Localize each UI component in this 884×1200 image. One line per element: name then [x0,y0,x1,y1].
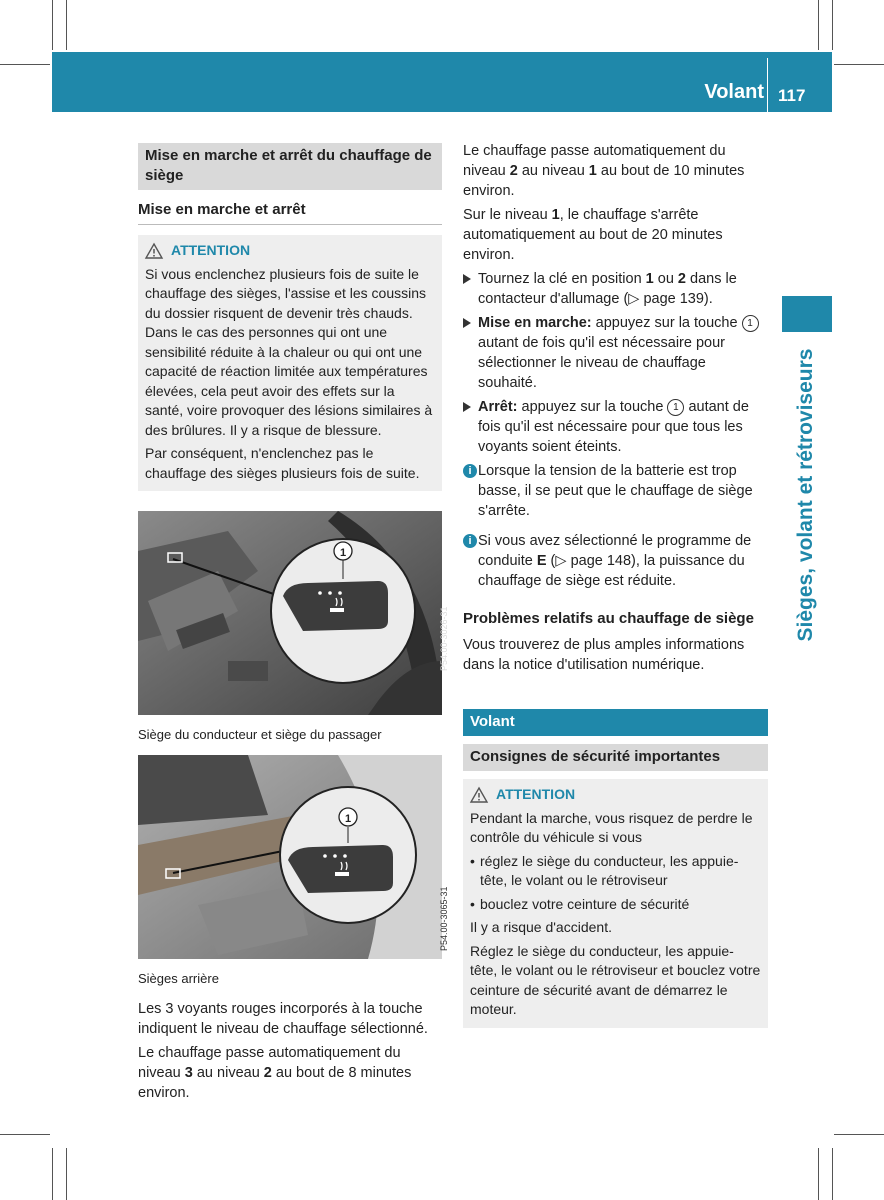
warning-text: Par conséquent, n'enclenchez pas le chauffage des sièges plusieurs fois de suite. [145,445,420,481]
seat-heating-photo-rear [138,755,449,959]
crop-mark [834,64,884,65]
text-run: Sur le niveau [463,207,552,223]
left-column [138,143,449,1107]
callout-number: 1 [344,813,352,825]
seat-heating-photo-front [138,511,449,715]
level-number: 2 [263,1065,272,1081]
level-number: 3 [184,1065,193,1081]
warning-title-text: ATTENTION [171,242,251,258]
text-run: Le chauffage passe automatiquement du niveau [138,1045,401,1081]
chapter-tab [782,296,832,332]
crop-mark [832,0,833,50]
text-run: au niveau [517,163,589,179]
rear-door-illustration [138,755,442,959]
step-arrow-icon [463,274,471,284]
subsection-title: Consignes de sécurité importantes [463,744,768,771]
step-arrow-icon [463,318,471,328]
warning-bullet: • réglez le siège du conducteur, les appuie-tête, le volant ou le rétroviseur [470,852,761,891]
warning-title [145,241,435,261]
chapter-label: Sièges, volant et rétroviseurs [794,348,817,642]
warning-triangle-icon [470,787,488,803]
warning-title [470,785,761,805]
text-run: autant de fois qu'il est nécessaire pour sélectionner le niveau de chauffage souhaité. [478,335,726,391]
callout-circle-icon: 1 [667,399,684,416]
warning-text: Si vous enclenchez plusieurs fois de suite le chauffage des sièges, l'assise et les coussins du dossier risquent de devenir très chauds. Dans le cas des personnes qui ont une sensibilité réduite à la chaleur ou qui ont une capacité de réaction limitée aux températures élevées, cela peut avoir des effets sur la santé, voire provoquer des lésions similaires à des brûlures. Il y a risque de blessure. [145,265,433,438]
text-run: , le chauffage s'arrête automatiquement au bout de 20 minutes environ. [463,207,723,263]
crop-mark [832,1148,833,1200]
text-run: au niveau [192,1065,264,1081]
step-label: Arrêt: [478,399,518,415]
figure-caption: Siège du conducteur et siège du passager [138,727,382,742]
page-title: Volant [704,81,764,103]
warning-bullet: • bouclez votre ceinture de sécurité [470,895,761,915]
crop-mark [66,1148,67,1200]
level-number: 1 [551,207,560,223]
car-interior-illustration [138,511,442,715]
step-arrow-icon [463,402,471,412]
text-run: au bout de 8 minutes environ. [138,1065,412,1101]
text-run: Le chauffage passe automatiquement du niveau [463,143,726,179]
text-run: Si vous avez sélectionné le programme de conduite [478,533,752,569]
level-number: 2 [509,163,518,179]
callout-number: 1 [339,547,347,559]
text-run: (▷ page 148), la puissance du chauffage de siège est réduite. [478,553,745,589]
body-text [138,1043,442,1103]
body-text: Vous trouverez de plus amples informations dans la notice d'utilisation numérique. [463,637,745,673]
key-position: 2 [677,271,686,287]
body-text [463,205,768,265]
text-run: Tournez la clé en position [478,271,646,287]
instruction-step [463,397,768,457]
key-position: 1 [645,271,654,287]
info-note [463,461,768,521]
warning-box [463,779,768,1028]
instruction-step [463,269,768,309]
warning-title-text: ATTENTION [496,786,576,802]
figure-caption: Sièges arrière [138,971,219,986]
warning-text: Pendant la marche, vous risquez de perdre le contrôle du véhicule si vous [470,809,753,845]
step-label: Mise en marche: [478,315,592,331]
info-icon: i [463,534,477,548]
info-text: Lorsque la tension de la batterie est trop basse, il se peut que le chauffage de siège s'arrête. [478,463,753,519]
body-text [463,141,768,201]
figure-code: P54.00-3065-31 [439,886,449,951]
figure-code: P54.00-3026-31 [439,606,449,671]
body-text: Les 3 voyants rouges incorporés à la touche indiquent le niveau de chauffage sélectionné. [138,1001,428,1037]
text-run: appuyez sur la touche [591,315,742,331]
level-number: 1 [588,163,597,179]
subsection-title: Mise en marche et arrêt [138,200,442,225]
warning-box [138,235,442,491]
crop-mark [52,0,53,50]
warning-triangle-icon [145,243,163,259]
text-run: ou [653,271,678,287]
page-number: 117 [778,86,806,105]
crop-mark [834,1134,884,1135]
section-title: Mise en marche et arrêt du chauffage de siège [138,143,442,190]
subsection-title: Problèmes relatifs au chauffage de siège [463,610,754,627]
crop-mark [0,64,50,65]
warning-text: Il y a risque d'accident. [470,919,612,935]
callout-circle-icon: 1 [742,315,759,332]
right-column [463,141,768,1028]
text-run: dans le contacteur d'allumage (▷ page 139). [478,271,737,307]
warning-text: Réglez le siège du conducteur, les appuie-tête, le volant ou le rétroviseur et bouclez votre ceinture de sécurité avant de démarrez le moteur. [470,942,761,1017]
text-run: au bout de 10 minutes environ. [463,163,745,199]
info-icon: i [463,464,477,478]
section-title: Volant [463,709,768,736]
text-run: autant de fois qu'il est nécessaire pour que tous les voyants soient éteints. [478,399,749,455]
info-note [463,531,768,591]
crop-mark [0,1134,50,1135]
text-run: appuyez sur la touche [517,399,668,415]
crop-mark [818,0,819,50]
instruction-step [463,313,768,393]
crop-mark [818,1148,819,1200]
drive-program: E [536,553,547,569]
crop-mark [66,0,67,50]
header-divider [767,58,768,112]
crop-mark [52,1148,53,1200]
